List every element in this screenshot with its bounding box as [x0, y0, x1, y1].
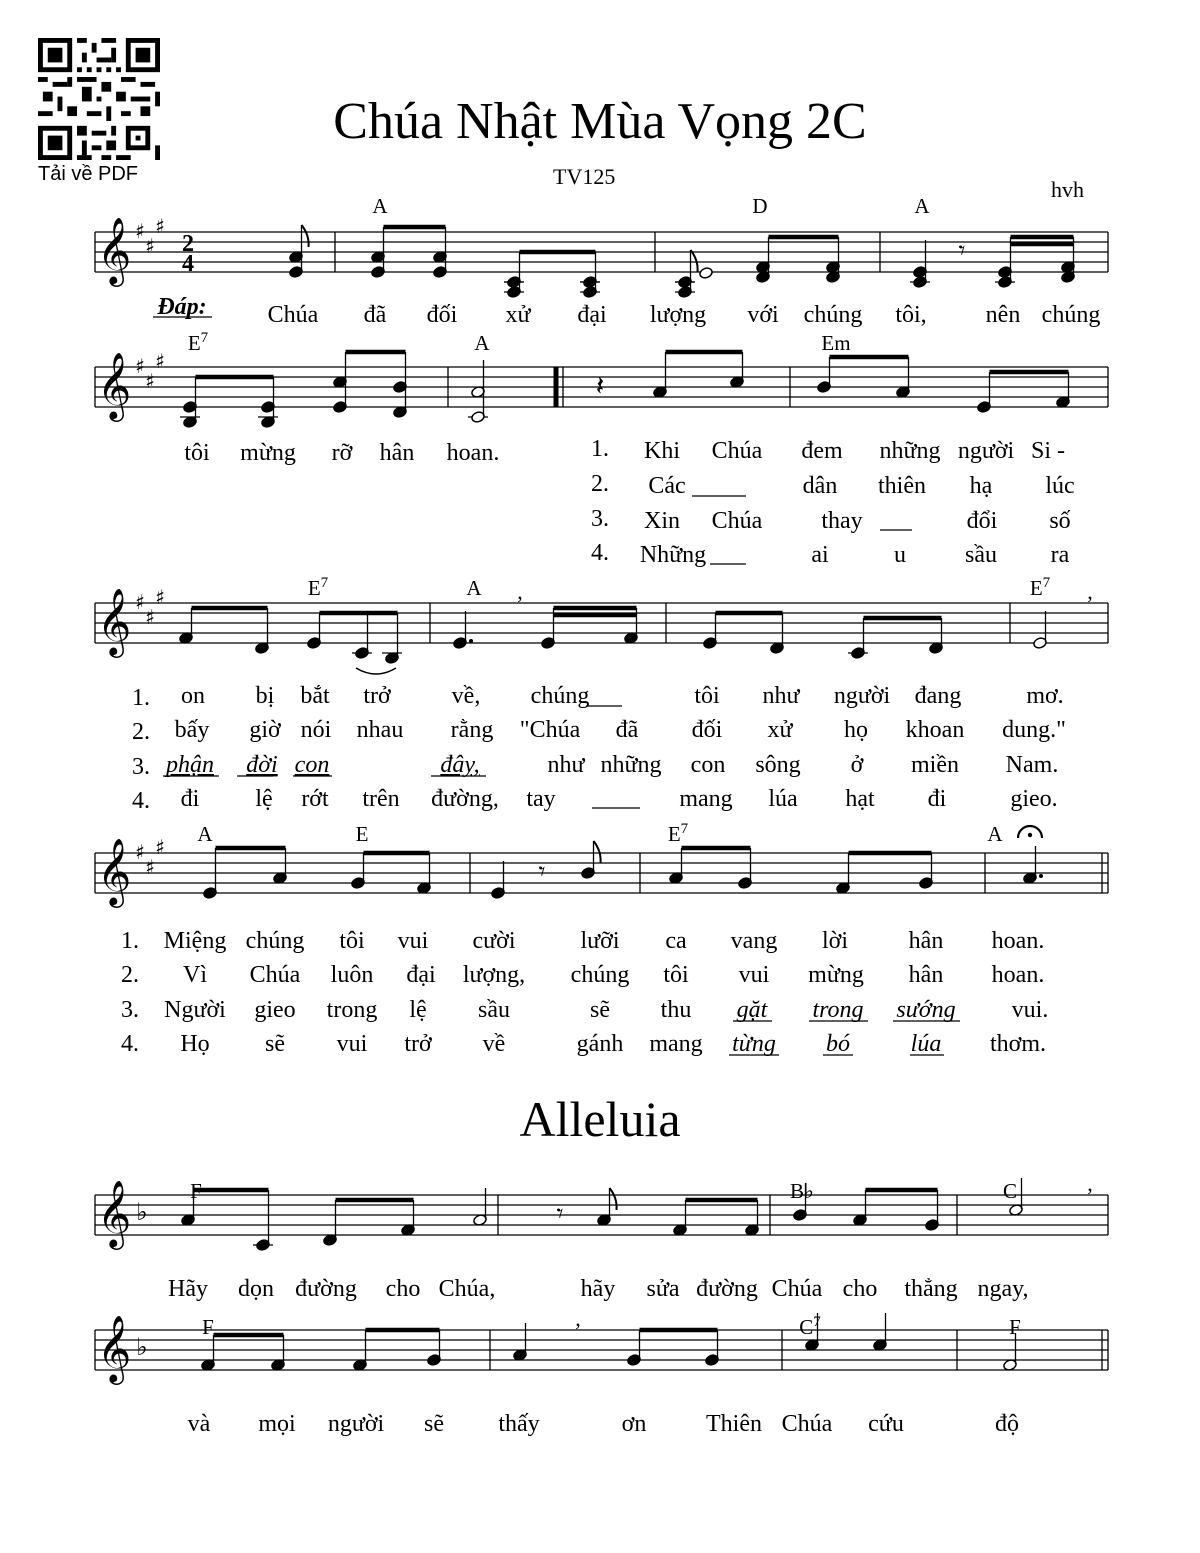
lyric-syllable: số: [1049, 508, 1071, 534]
lyric-syllable: mang: [679, 786, 733, 812]
lyric-syllable: xử: [767, 717, 793, 743]
verse-number: 3.: [121, 997, 139, 1023]
treble-clef-icon: 𝄞: [97, 587, 132, 655]
lyric-syllable: Chúa: [781, 1411, 833, 1437]
lyric-syllable: bấy: [174, 717, 210, 743]
lyric-syllable: với: [747, 302, 779, 328]
sharp-icon: ♯: [135, 354, 145, 378]
lyric-syllable: như: [547, 752, 585, 778]
lyric-syllable: tôi: [339, 928, 365, 954]
verse-number: 4.: [591, 540, 609, 566]
lyric-syllable: con: [294, 752, 330, 778]
lyric-syllable: u: [894, 542, 906, 568]
lyric-syllable: gặt: [736, 997, 768, 1023]
lyric-syllable: luôn: [330, 962, 374, 988]
lyric-syllable: Vì: [183, 962, 207, 988]
lyric-syllable: sẽ: [590, 997, 610, 1023]
chord-symbol: E: [355, 822, 369, 846]
lyric-syllable: phận: [166, 752, 214, 778]
treble-clef-icon: 𝄞: [97, 1314, 132, 1382]
sharp-icon: ♯: [145, 369, 155, 393]
lyric-syllable: ra: [1050, 542, 1070, 568]
lyric-syllable: trong: [812, 997, 864, 1023]
verse-number: 4.: [132, 788, 150, 814]
lyric-syllable: trong: [326, 997, 378, 1023]
lyric-syllable: Thiên: [706, 1411, 762, 1437]
lyric-syllable: đại: [577, 302, 607, 328]
sharp-icon: ♯: [145, 605, 155, 629]
lyric-syllable: xử: [505, 302, 531, 328]
lyric-syllable: sầu: [478, 997, 510, 1023]
lyric-syllable: mừng: [808, 962, 864, 988]
lyric-syllable: vui.: [1011, 997, 1049, 1023]
lyric-syllable: dọn: [238, 1276, 274, 1302]
eighth-rest-icon: 𝄾: [556, 1199, 564, 1229]
time-signature-bottom: 4: [182, 251, 194, 277]
lyric-syllable: những: [879, 438, 941, 464]
lyric-syllable: về,: [451, 683, 481, 709]
lyric-syllable: Chúa: [249, 962, 301, 988]
lyric-syllable: tay: [526, 786, 556, 812]
breath-mark: ,: [1087, 1171, 1093, 1196]
chord-symbol: B♭: [790, 1179, 814, 1203]
lyric-syllable: rỡ: [331, 440, 353, 466]
lyric-syllable: tôi: [694, 683, 720, 709]
lyric-syllable: gánh: [576, 1031, 624, 1057]
dot: [1039, 874, 1043, 878]
lyric-syllable: hạ: [969, 473, 993, 499]
lyric-syllable: gieo.: [1010, 786, 1058, 812]
chord-symbol: A: [987, 822, 1003, 846]
lyric-syllable: Chúa: [711, 508, 763, 534]
lyric-syllable: Họ: [180, 1031, 210, 1057]
lyric-syllable: nói: [300, 717, 332, 743]
verse-number: 2.: [591, 471, 609, 497]
lyric-syllable: chúng: [570, 962, 630, 988]
sharp-icon: ♯: [155, 214, 165, 238]
chord-symbol: $E^7$: [1029, 575, 1051, 600]
lyric-syllable: Chúa: [267, 302, 319, 328]
chord-symbol: A: [466, 576, 482, 600]
lyric-syllable: khoan: [905, 717, 965, 743]
breath-mark: ,: [517, 579, 523, 604]
lyric-syllable: hân: [908, 928, 944, 954]
flag: [691, 250, 698, 272]
eighth-rest-icon: 𝄾: [538, 857, 546, 887]
flag: [302, 225, 309, 247]
refrain-label: Đáp:: [157, 294, 207, 320]
lyric-syllable: Người: [164, 997, 226, 1023]
sharp-icon: ♯: [135, 219, 145, 243]
lyric-syllable: sầu: [965, 542, 997, 568]
lyric-syllable: Khi: [644, 438, 680, 464]
sharp-icon: ♯: [135, 590, 145, 614]
lyric-syllable: thu: [660, 997, 692, 1023]
lyric-syllable: lời: [821, 928, 849, 954]
lyric-syllable: lưỡi: [580, 928, 620, 954]
lyric-syllable: hãy: [580, 1276, 616, 1302]
lyric-syllable: dân: [802, 473, 838, 499]
lyric-syllable: tôi,: [895, 302, 927, 328]
dot: [469, 639, 473, 643]
verse-number: 2.: [132, 719, 150, 745]
lyric-syllable: hoan.: [991, 928, 1045, 954]
lyric-syllable: tôi: [184, 440, 210, 466]
lyric-syllable: hân: [379, 440, 415, 466]
chord-symbol: D: [752, 194, 768, 218]
lyric-syllable: từng: [732, 1031, 776, 1057]
breath-mark: ,: [575, 1306, 581, 1331]
sharp-icon: ♯: [155, 835, 165, 859]
eighth-rest-icon: 𝄾: [958, 236, 966, 266]
lyric-syllable: lệ: [255, 786, 273, 812]
lyric-syllable: lệ: [409, 997, 427, 1023]
lyric-syllable: đang: [914, 683, 962, 709]
lyric-syllable: bó: [826, 1031, 850, 1057]
lyric-syllable: bắt: [300, 683, 330, 709]
lyric-syllable: và: [187, 1411, 211, 1437]
lyric-syllable: chúng: [530, 683, 590, 709]
chord-symbol: A: [372, 194, 388, 218]
sharp-icon: ♯: [155, 349, 165, 373]
lyric-syllable: trở: [404, 1031, 432, 1057]
lyric-syllable: sướng: [896, 997, 956, 1023]
lyric-syllable: lượng,: [462, 962, 526, 988]
lyric-syllable: đi: [927, 786, 947, 812]
chord-symbol: $C^7$: [799, 1314, 821, 1339]
slur: [356, 668, 396, 674]
lyric-syllable: Các: [648, 473, 686, 499]
lyric-syllable: mang: [649, 1031, 703, 1057]
sharp-icon: ♯: [145, 234, 155, 258]
verse-number: 4.: [121, 1031, 139, 1057]
lyric-syllable: lượng: [649, 302, 707, 328]
sharp-icon: ♯: [135, 840, 145, 864]
lyric-syllable: Những: [639, 542, 707, 568]
lyric-syllable: đại: [406, 962, 436, 988]
lyric-syllable: đây,: [440, 752, 480, 778]
chord-symbol: $E^7$: [667, 821, 689, 846]
lyric-syllable: ơn: [621, 1411, 647, 1437]
lyric-syllable: đời: [246, 752, 278, 778]
lyric-syllable: đường: [696, 1276, 758, 1302]
lyric-syllable: mừng: [240, 440, 296, 466]
lyric-syllable: rằng: [450, 717, 494, 743]
flag: [610, 1188, 617, 1210]
chord-symbol: A: [197, 822, 213, 846]
lyric-syllable: trở: [363, 683, 391, 709]
lyric-syllable: thẳng: [904, 1276, 958, 1302]
lyric-syllable: nên: [985, 302, 1021, 328]
lyric-syllable: hoan.: [446, 440, 500, 466]
sharp-icon: ♯: [145, 855, 155, 879]
breath-mark: ,: [1087, 579, 1093, 604]
chord-symbol: Em: [821, 331, 851, 355]
treble-clef-icon: 𝄞: [97, 837, 132, 905]
lyric-syllable: Chúa,: [438, 1276, 496, 1302]
lyric-syllable: sẽ: [424, 1411, 444, 1437]
alleluia-title: Alleluia: [519, 1091, 681, 1147]
grace-note: [699, 267, 714, 280]
lyric-syllable: dung.": [1002, 717, 1066, 743]
lyric-syllable: đối: [426, 302, 458, 328]
treble-clef-icon: 𝄞: [97, 216, 132, 284]
quarter-rest-icon: 𝄽: [595, 369, 605, 402]
lyric-syllable: Hãy: [168, 1276, 208, 1302]
composer: hvh: [1051, 177, 1084, 202]
lyric-syllable: đi: [180, 786, 200, 812]
download-pdf-link[interactable]: Tải về PDF: [38, 163, 139, 185]
lyric-syllable: đổi: [966, 508, 998, 534]
lyric-syllable: sửa: [646, 1276, 680, 1302]
lyric-syllable: ai: [811, 542, 829, 568]
lyric-syllable: chúng: [1041, 302, 1101, 328]
lyric-syllable: lúa: [768, 786, 798, 812]
verse-number: 3.: [132, 754, 150, 780]
sharp-icon: ♯: [155, 585, 165, 609]
verse-number: 1.: [132, 685, 150, 711]
time-signature-top: 2: [182, 231, 194, 257]
psalm-reference: TV125: [553, 164, 616, 189]
lyric-syllable: "Chúa: [519, 717, 581, 743]
chord-symbol: A: [914, 194, 930, 218]
flag: [594, 841, 601, 863]
treble-clef-icon: 𝄞: [97, 351, 132, 419]
lyric-syllable: Nam.: [1005, 752, 1059, 778]
lyric-syllable: đường: [295, 1276, 357, 1302]
lyric-syllable: cho: [842, 1276, 878, 1302]
lyric-syllable: cười: [472, 928, 516, 954]
lyric-syllable: vang: [730, 928, 778, 954]
lyric-syllable: như: [762, 683, 800, 709]
lyric-syllable: đối: [691, 717, 723, 743]
lyric-syllable: thấy: [498, 1411, 540, 1437]
lyric-syllable: gieo: [254, 997, 296, 1023]
lyric-syllable: đã: [363, 302, 387, 328]
lyric-syllable: sông: [755, 752, 801, 778]
flat-icon: ♭: [136, 1333, 148, 1361]
flat-icon: ♭: [136, 1198, 148, 1226]
lyric-syllable: rớt: [301, 786, 329, 812]
lyric-syllable: cho: [385, 1276, 421, 1302]
treble-clef-icon: 𝄞: [97, 1179, 132, 1247]
lyric-syllable: miền: [911, 752, 959, 778]
lyric-syllable: đem: [801, 438, 843, 464]
lyric-syllable: họ: [844, 717, 868, 743]
lyric-syllable: sẽ: [265, 1031, 285, 1057]
lyric-syllable: những: [600, 752, 662, 778]
lyric-syllable: Si -: [1030, 438, 1066, 464]
verse-number: 3.: [591, 506, 609, 532]
lyric-syllable: mọi: [258, 1411, 296, 1437]
lyric-syllable: ở: [850, 752, 864, 778]
lyric-syllable: lúc: [1045, 473, 1075, 499]
lyric-syllable: con: [690, 752, 726, 778]
lyric-syllable: đã: [615, 717, 639, 743]
lyric-syllable: người: [327, 1411, 385, 1437]
lyric-syllable: hân: [908, 962, 944, 988]
chord-symbol: F: [202, 1315, 214, 1339]
chord-symbol: C: [1002, 1179, 1018, 1203]
lyric-syllable: nhau: [356, 717, 404, 743]
lyric-syllable: Xin: [644, 508, 680, 534]
page-title: Chúa Nhật Mùa Vọng 2C: [333, 93, 867, 150]
chord-symbol: $E^7$: [307, 575, 329, 600]
lyric-syllable: Miệng: [163, 928, 227, 954]
lyric-syllable: trên: [362, 786, 400, 812]
lyric-syllable: thay: [821, 508, 863, 534]
verse-number: 1.: [121, 928, 139, 954]
lyric-syllable: người: [957, 438, 1015, 464]
fermata-dot: [1028, 833, 1032, 837]
chord-symbol: F: [190, 1179, 202, 1203]
chord-symbol: F: [1009, 1315, 1021, 1339]
lyric-syllable: Chúa: [771, 1276, 823, 1302]
lyric-syllable: vui: [397, 928, 429, 954]
lyric-syllable: on: [181, 683, 205, 709]
lyric-syllable: đường,: [431, 786, 499, 812]
lyric-syllable: chúng: [245, 928, 305, 954]
lyric-syllable: mơ.: [1026, 683, 1064, 709]
lyric-syllable: chúng: [803, 302, 863, 328]
lyric-syllable: hạt: [845, 786, 875, 812]
lyric-syllable: tôi: [663, 962, 689, 988]
chord-symbol: A: [474, 331, 490, 355]
lyric-syllable: ngay,: [977, 1276, 1029, 1302]
verse-number: 1.: [591, 436, 609, 462]
lyric-syllable: Chúa: [711, 438, 763, 464]
verse-number: 2.: [121, 962, 139, 988]
lyric-syllable: độ: [995, 1411, 1019, 1437]
lyric-syllable: bị: [255, 683, 275, 709]
lyric-syllable: hoan.: [991, 962, 1045, 988]
lyric-syllable: người: [833, 683, 891, 709]
chord-symbol: $E^7$: [187, 330, 209, 355]
lyric-syllable: cứu: [868, 1411, 904, 1437]
lyric-syllable: giờ: [249, 717, 281, 743]
lyric-syllable: vui: [738, 962, 770, 988]
lyric-syllable: vui: [336, 1031, 368, 1057]
lyric-syllable: ca: [665, 928, 687, 954]
lyric-syllable: về: [482, 1031, 506, 1057]
lyric-syllable: lúa: [910, 1031, 942, 1057]
lyric-syllable: thiên: [878, 473, 926, 499]
lyric-syllable: thơm.: [989, 1031, 1047, 1057]
